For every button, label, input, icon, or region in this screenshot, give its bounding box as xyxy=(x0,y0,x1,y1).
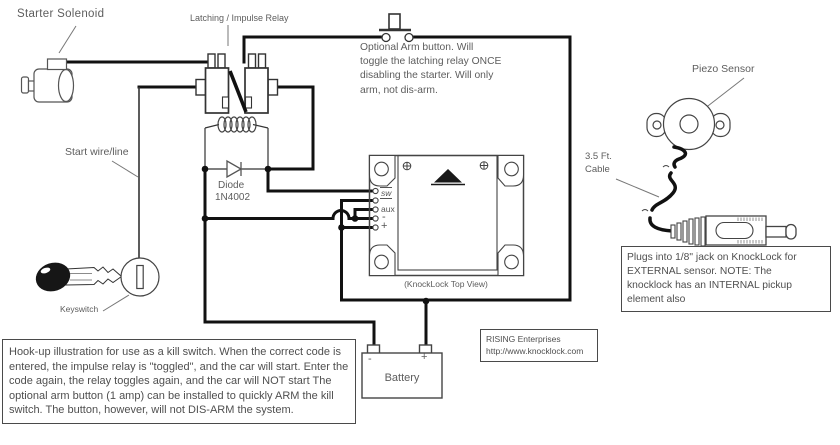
relay-contact-arm xyxy=(230,71,246,112)
sensor-cable xyxy=(650,147,686,231)
keyswitch-slot xyxy=(137,266,143,289)
piezo-sensor-drawing xyxy=(647,99,730,150)
terminal-label-aux: aux xyxy=(381,204,395,214)
starter-solenoid-label: Starter Solenoid xyxy=(17,8,105,20)
key-blade xyxy=(66,267,122,285)
battery-neg-label: - xyxy=(368,353,372,365)
cable-pointer xyxy=(616,179,659,197)
battery-label: Battery xyxy=(384,372,420,384)
keyswitch-pointer xyxy=(103,295,129,311)
diode-label: Diode 1N4002 xyxy=(215,180,251,203)
keyswitch-label: Keyswitch xyxy=(60,304,99,314)
start-wire-label: Start wire/line xyxy=(65,146,129,158)
plug-drawing xyxy=(671,216,796,246)
terminal-label-sw: sw xyxy=(381,188,392,198)
arm-button-note: Optional Arm button. Will toggle the latching relay ONCE disabling the starter. Will only arm, not dis-arm. xyxy=(360,42,502,96)
terminal-label-neg: - xyxy=(382,211,386,223)
battery-pos-label: + xyxy=(421,351,428,363)
vendor-box xyxy=(480,329,598,362)
plug-note-box: Plugs into 1/8" jack on KnockLock for EXTERNAL sensor. NOTE: The knocklock has an INTERNAL pickup element also xyxy=(621,246,831,312)
starter-solenoid-drawing xyxy=(22,59,74,102)
piezo-pointer xyxy=(704,78,744,109)
plug-tip xyxy=(786,225,796,240)
vendor-url: http://www.knocklock.com xyxy=(486,345,584,356)
key-head xyxy=(32,258,74,295)
relay-coil xyxy=(218,117,256,132)
hookup-note-box: Hook-up illustration for use as a kill switch. When the correct code is entered, the impulse relay is "toggled", and the car will start. Enter the code again, the relay toggles again, and the car will NOT start The optional arm button (1 amp) can be installed to quickly ARM the kill switch. The button, however, will not DIS-ARM the system. xyxy=(2,339,356,424)
arm-button-symbol xyxy=(379,14,413,42)
piezo-sensor-label: Piezo Sensor xyxy=(692,63,755,75)
diode-symbol xyxy=(227,161,241,177)
knock-triangle-icon xyxy=(431,169,465,185)
solenoid-pointer xyxy=(59,26,76,53)
startwire-pointer xyxy=(112,161,138,177)
wire-sw-a xyxy=(268,169,372,191)
knocklock-caption: (KnockLock Top View) xyxy=(404,279,488,289)
knocklock-drawing xyxy=(370,156,524,276)
screw-icon xyxy=(403,162,488,170)
plug-shaft xyxy=(766,227,786,238)
cable-label: 3.5 Ft. Cable xyxy=(585,151,612,175)
vendor-name: RISING Enterprises xyxy=(486,334,561,344)
wire-relay-to-junction xyxy=(268,87,313,169)
latching-relay-label: Latching / Impulse Relay xyxy=(190,13,289,23)
relay-drawing xyxy=(196,54,278,113)
knocklock-terminal-pins xyxy=(373,188,378,230)
keyswitch-drawing xyxy=(32,258,159,296)
terminal-label-pos: + xyxy=(381,220,388,232)
